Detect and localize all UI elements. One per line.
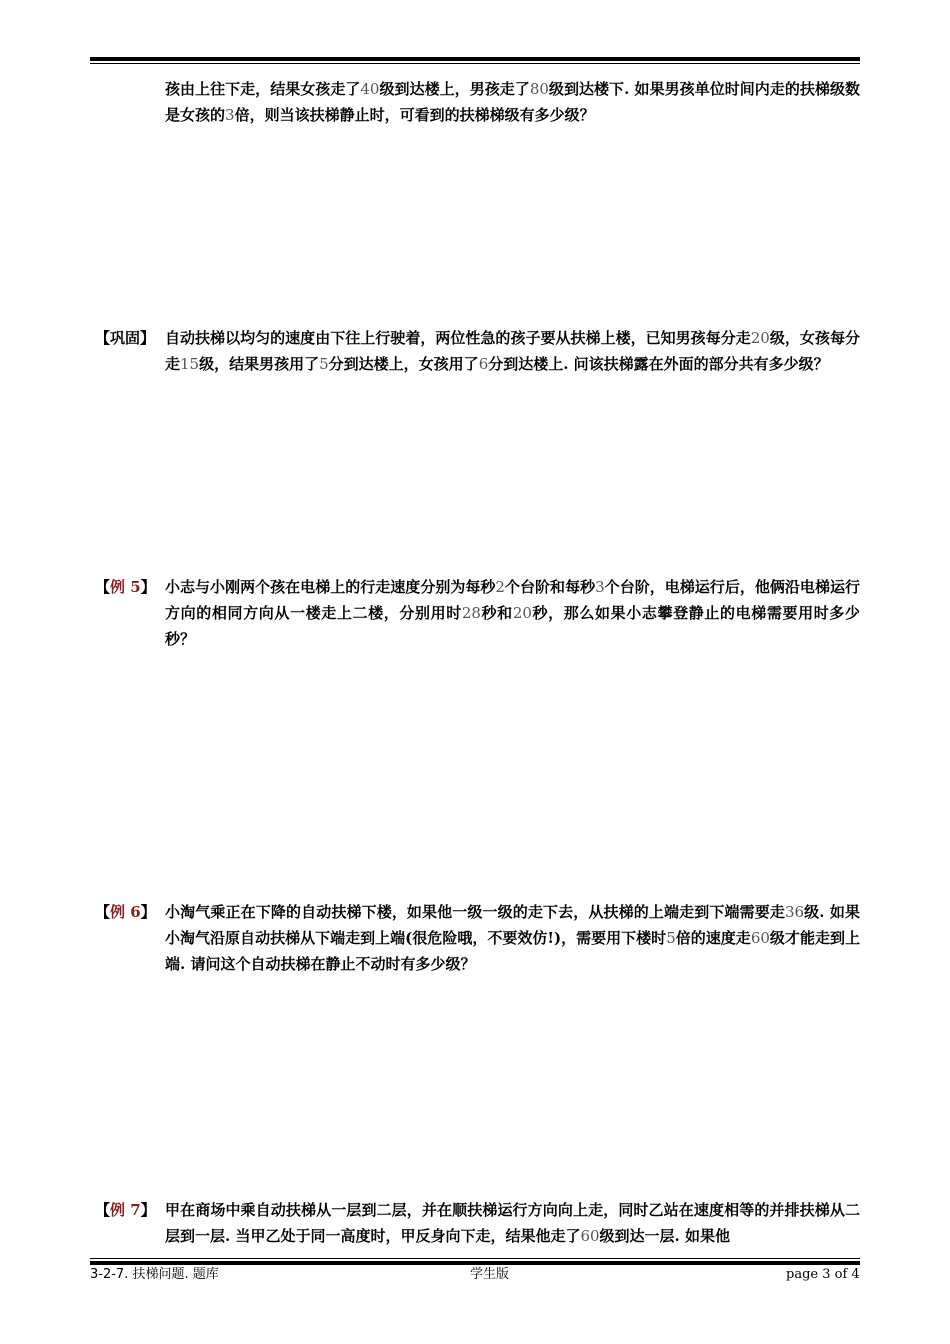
gonggu-label: 【巩固】	[95, 329, 156, 347]
example-7-text: 甲在商场中乘自动扶梯从一层到二层，并在顺扶梯运行方向向上走，同时乙站在速度相等的并排扶梯从二层到一层. 当甲乙处于同一高度时，甲反身向下走，结果他走了60级到达一层. 如果他	[165, 1201, 860, 1245]
example-6-text: 小淘气乘正在下降的自动扶梯下楼，如果他一级一级的走下去，从扶梯的上端走到下端需要走36级. 如果小淘气沿原自动扶梯从下端走到上端(很危险哦，不要效仿!)，需要用下楼时5倍的速度走60级才能走到上端. 请问这个自动扶梯在静止不动时有多少级？	[165, 903, 860, 973]
example-6-label: 【例 6】	[95, 903, 156, 921]
continuation-block	[95, 76, 860, 128]
footer-doc-title: 3-2-7. 扶梯问题. 题库	[90, 1267, 219, 1282]
footer-page-number: page 3 of 4	[786, 1267, 860, 1282]
example-5-block	[95, 574, 860, 652]
example-7-block	[95, 1197, 860, 1249]
header-rule-thick	[90, 57, 860, 61]
footer-rule-thick	[90, 1261, 860, 1265]
example-7-label: 【例 7】	[95, 1201, 156, 1219]
gonggu-text: 自动扶梯以均匀的速度由下往上行驶着，两位性急的孩子要从扶梯上楼，已知男孩每分走20级，女孩每分走15级，结果男孩用了5分到达楼上，女孩用了6分到达楼上. 问该扶梯露在外面的部分共有多少级？	[165, 329, 860, 373]
footer-edition: 学生版	[470, 1267, 510, 1282]
example-5-label: 【例 5】	[95, 578, 156, 596]
footer-rule-thin	[90, 1258, 860, 1259]
gonggu-block	[95, 325, 860, 377]
continuation-text: 孩由上往下走，结果女孩走了40级到达楼上，男孩走了80级到达楼下. 如果男孩单位时间内走的扶梯级数是女孩的3倍，则当该扶梯静止时，可看到的扶梯梯级有多少级？	[165, 80, 860, 124]
header-rule-thin	[90, 63, 860, 64]
example-5-text: 小志与小刚两个孩在电梯上的行走速度分别为每秒2个台阶和每秒3个台阶，电梯运行后，他俩沿电梯运行方向的相同方向从一楼走上二楼，分别用时28秒和20秒，那么如果小志攀登静止的电梯需要用时多少秒？	[165, 578, 860, 648]
example-6-block	[95, 899, 860, 977]
